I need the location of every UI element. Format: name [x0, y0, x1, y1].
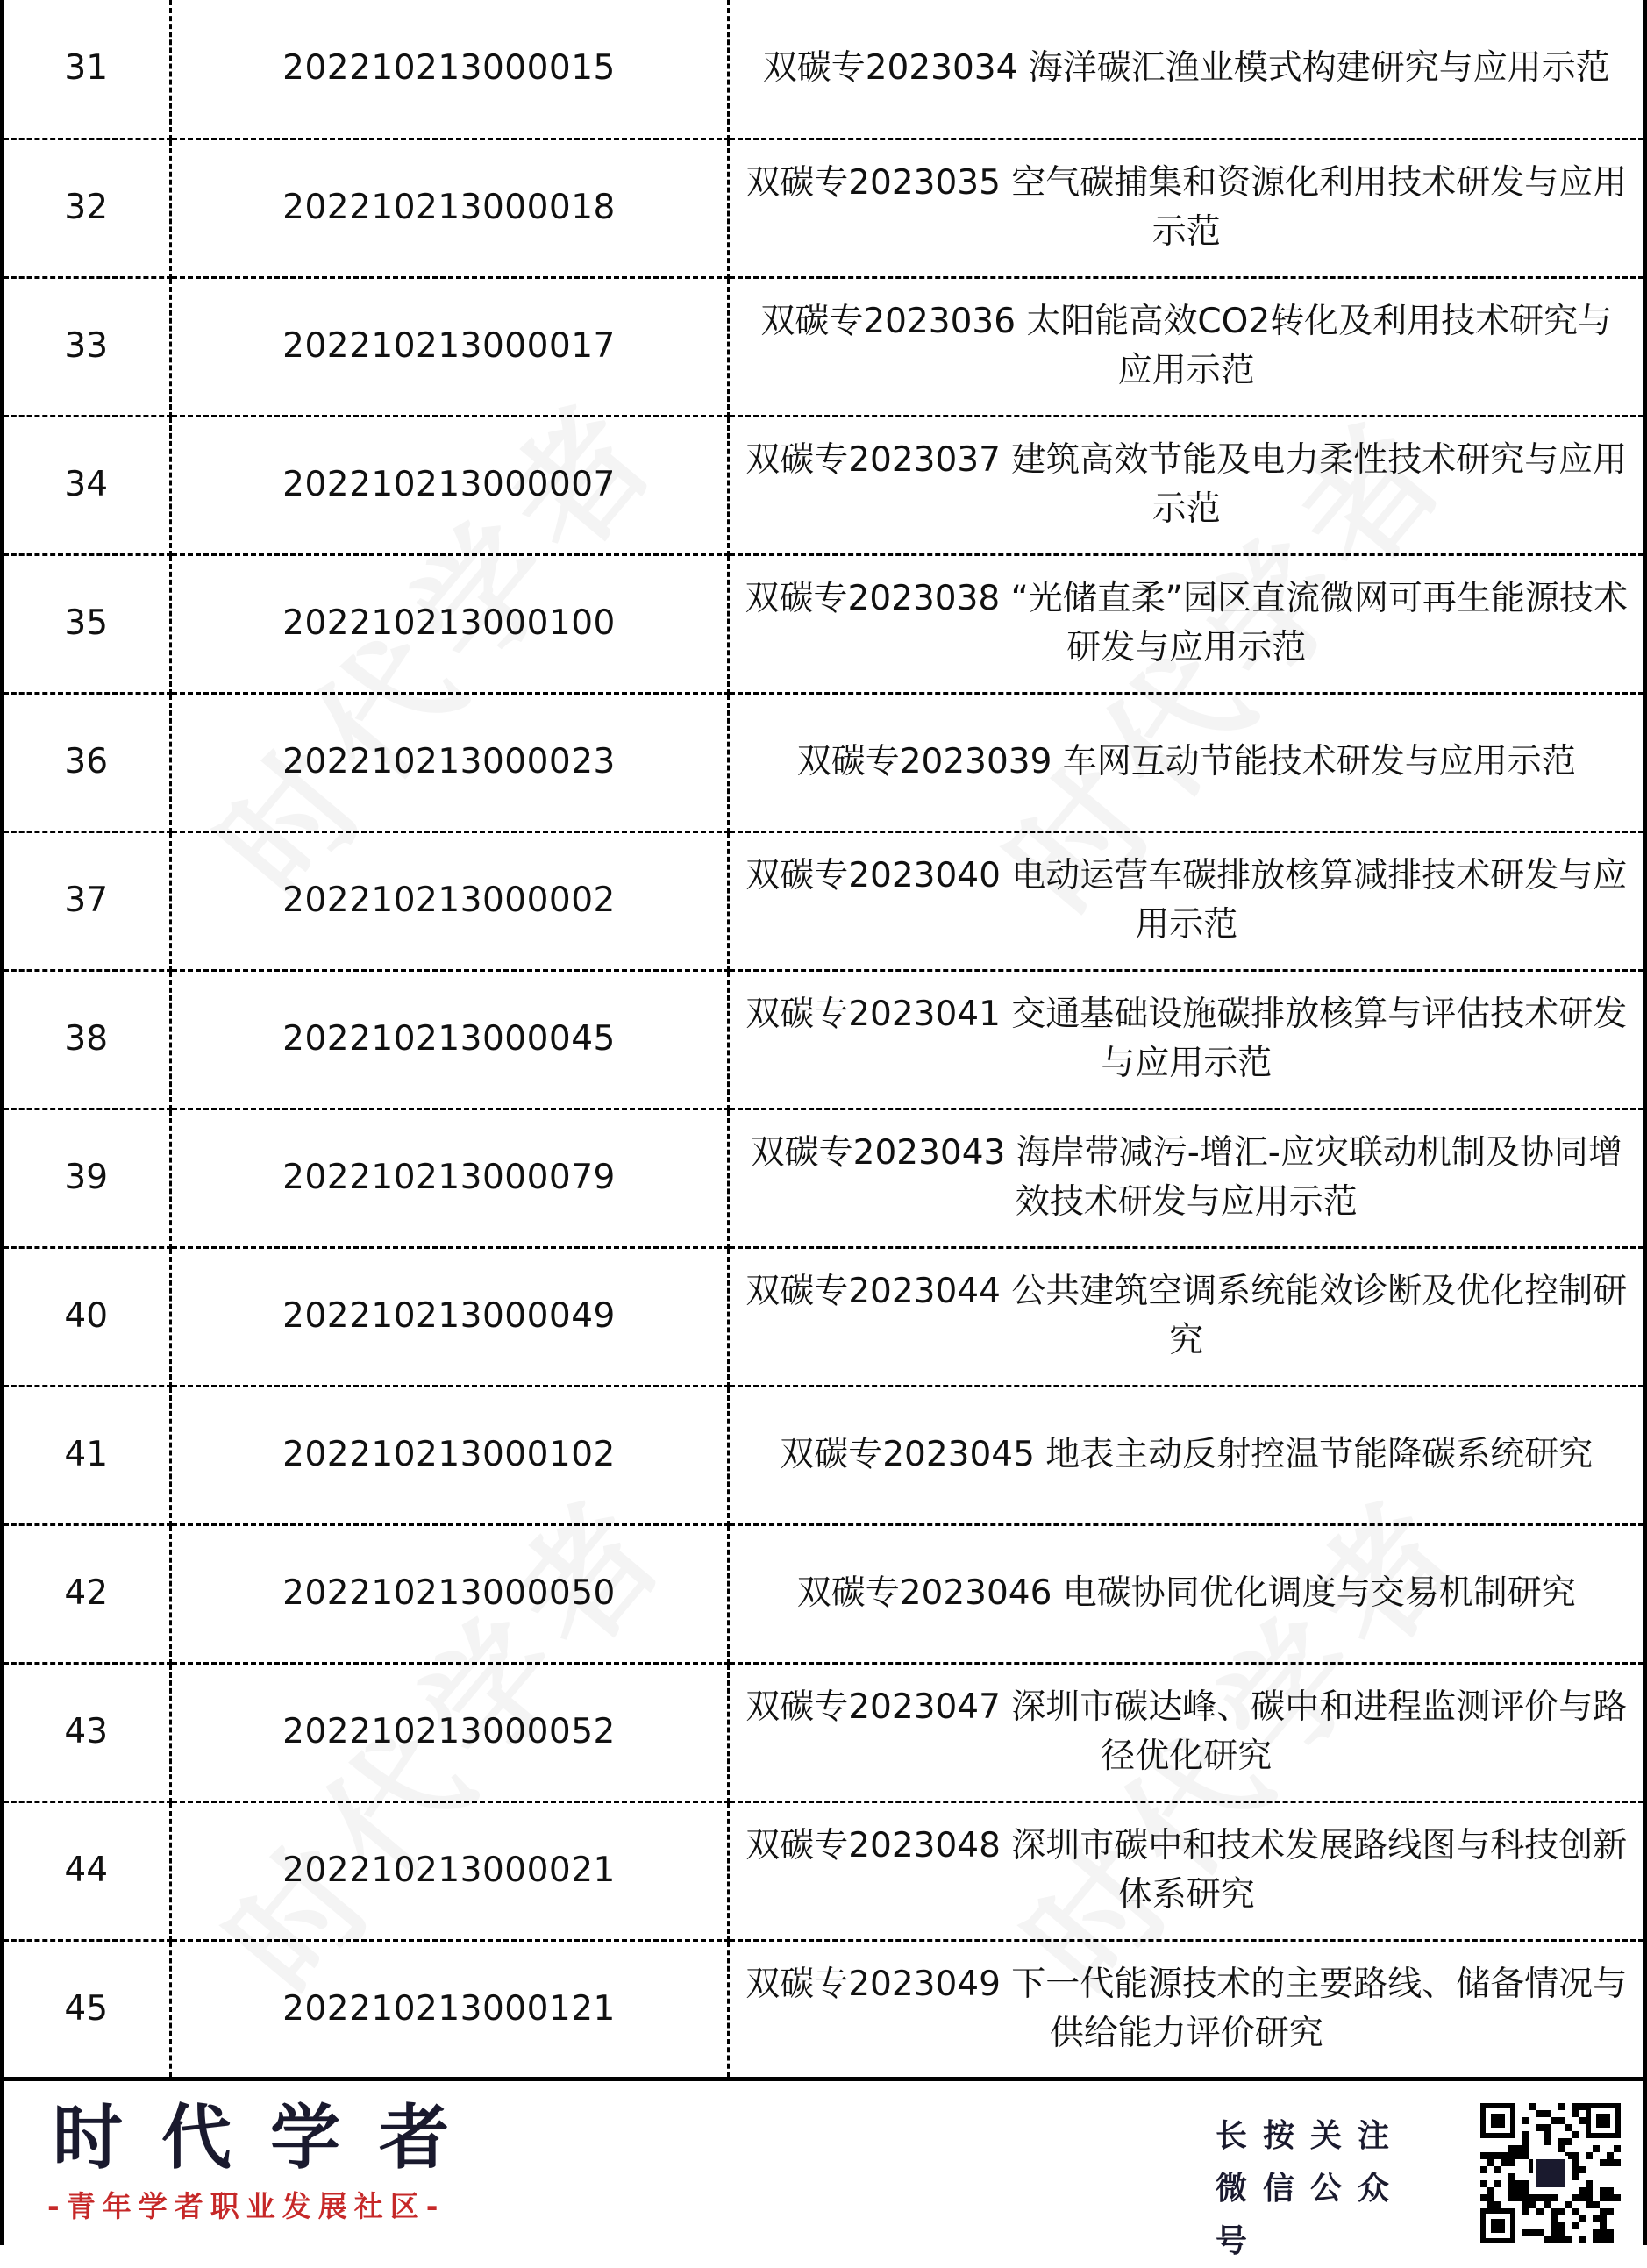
project-title: 双碳专2023048 深圳市碳中和技术发展路线图与科技创新体系研究: [728, 1801, 1643, 1940]
project-title: 双碳专2023035 空气碳捕集和资源化利用技术研发与应用示范: [728, 139, 1643, 277]
table-row: [4, 416, 1643, 554]
table-row: [4, 831, 1643, 970]
project-title: 双碳专2023047 深圳市碳达峰、碳中和进程监测评价与路径优化研究: [728, 1663, 1643, 1801]
project-code: 202210213000018: [170, 139, 728, 277]
table-row: [4, 1386, 1643, 1524]
table-row: [4, 693, 1643, 831]
row-number: 31: [4, 0, 170, 139]
project-code: 202210213000021: [170, 1801, 728, 1940]
project-title: 双碳专2023038 “光储直柔”园区直流微网可再生能源技术研发与应用示范: [728, 554, 1643, 693]
project-code: 202210213000100: [170, 554, 728, 693]
project-code: 202210213000015: [170, 0, 728, 139]
project-code: 202210213000045: [170, 970, 728, 1109]
row-number: 35: [4, 554, 170, 693]
row-number: 36: [4, 693, 170, 831]
project-title: 双碳专2023040 电动运营车碳排放核算减排技术研发与应用示范: [728, 831, 1643, 970]
row-number: 33: [4, 277, 170, 416]
row-number: 44: [4, 1801, 170, 1940]
project-title: 双碳专2023037 建筑高效节能及电力柔性技术研究与应用示范: [728, 416, 1643, 554]
row-number: 37: [4, 831, 170, 970]
project-code: 202210213000007: [170, 416, 728, 554]
row-number: 41: [4, 1386, 170, 1524]
table-row: [4, 1109, 1643, 1247]
row-number: 40: [4, 1247, 170, 1386]
brand-slogan: -青年学者职业发展社区-: [47, 2189, 446, 2223]
row-number: 32: [4, 139, 170, 277]
footer-banner: [4, 2075, 1647, 2259]
table-row: [4, 554, 1643, 693]
project-code: 202210213000079: [170, 1109, 728, 1247]
project-title: 双碳专2023041 交通基础设施碳排放核算与评估技术研发与应用示范: [728, 970, 1643, 1109]
table-row: [4, 139, 1643, 277]
project-title: 双碳专2023045 地表主动反射控温节能降碳系统研究: [728, 1386, 1643, 1524]
row-number: 38: [4, 970, 170, 1109]
project-code: 202210213000052: [170, 1663, 728, 1801]
follow-line-2: 微信公众号: [1216, 2171, 1406, 2259]
row-number: 45: [4, 1940, 170, 2079]
table-row: [4, 277, 1643, 416]
table-row: [4, 970, 1643, 1109]
project-title: 双碳专2023049 下一代能源技术的主要路线、储备情况与供给能力评价研究: [728, 1940, 1643, 2079]
project-title: 双碳专2023036 太阳能高效CO2转化及利用技术研究与应用示范: [728, 277, 1643, 416]
row-number: 42: [4, 1524, 170, 1663]
project-title: 双碳专2023044 公共建筑空调系统能效诊断及优化控制研究: [728, 1247, 1643, 1386]
project-title: 双碳专2023034 海洋碳汇渔业模式构建研究与应用示范: [728, 0, 1643, 139]
follow-prompt: [1216, 2110, 1444, 2268]
table-row: [4, 1940, 1643, 2079]
project-code: 202210213000050: [170, 1524, 728, 1663]
table-row: [4, 1801, 1643, 1940]
project-table: [4, 0, 1643, 2081]
qr-code-icon[interactable]: [1477, 2100, 1624, 2247]
project-code: 202210213000017: [170, 277, 728, 416]
row-number: 34: [4, 416, 170, 554]
project-title: 双碳专2023039 车网互动节能技术研发与应用示范: [728, 693, 1643, 831]
project-code: 202210213000049: [170, 1247, 728, 1386]
table-row: [4, 1524, 1643, 1663]
project-title: 双碳专2023046 电碳协同优化调度与交易机制研究: [728, 1524, 1643, 1663]
brand-logo-text: 时代学者: [53, 2097, 488, 2179]
project-code: 202210213000002: [170, 831, 728, 970]
row-number: 39: [4, 1109, 170, 1247]
row-number: 43: [4, 1663, 170, 1801]
project-code: 202210213000023: [170, 693, 728, 831]
table-row: [4, 1247, 1643, 1386]
project-code: 202210213000102: [170, 1386, 728, 1524]
table-row: [4, 1663, 1643, 1801]
project-title: 双碳专2023043 海岸带减污-增汇-应灾联动机制及协同增效技术研发与应用示范: [728, 1109, 1643, 1247]
project-code: 202210213000121: [170, 1940, 728, 2079]
follow-line-1: 长按关注: [1216, 2118, 1406, 2154]
table-row: [4, 0, 1643, 139]
